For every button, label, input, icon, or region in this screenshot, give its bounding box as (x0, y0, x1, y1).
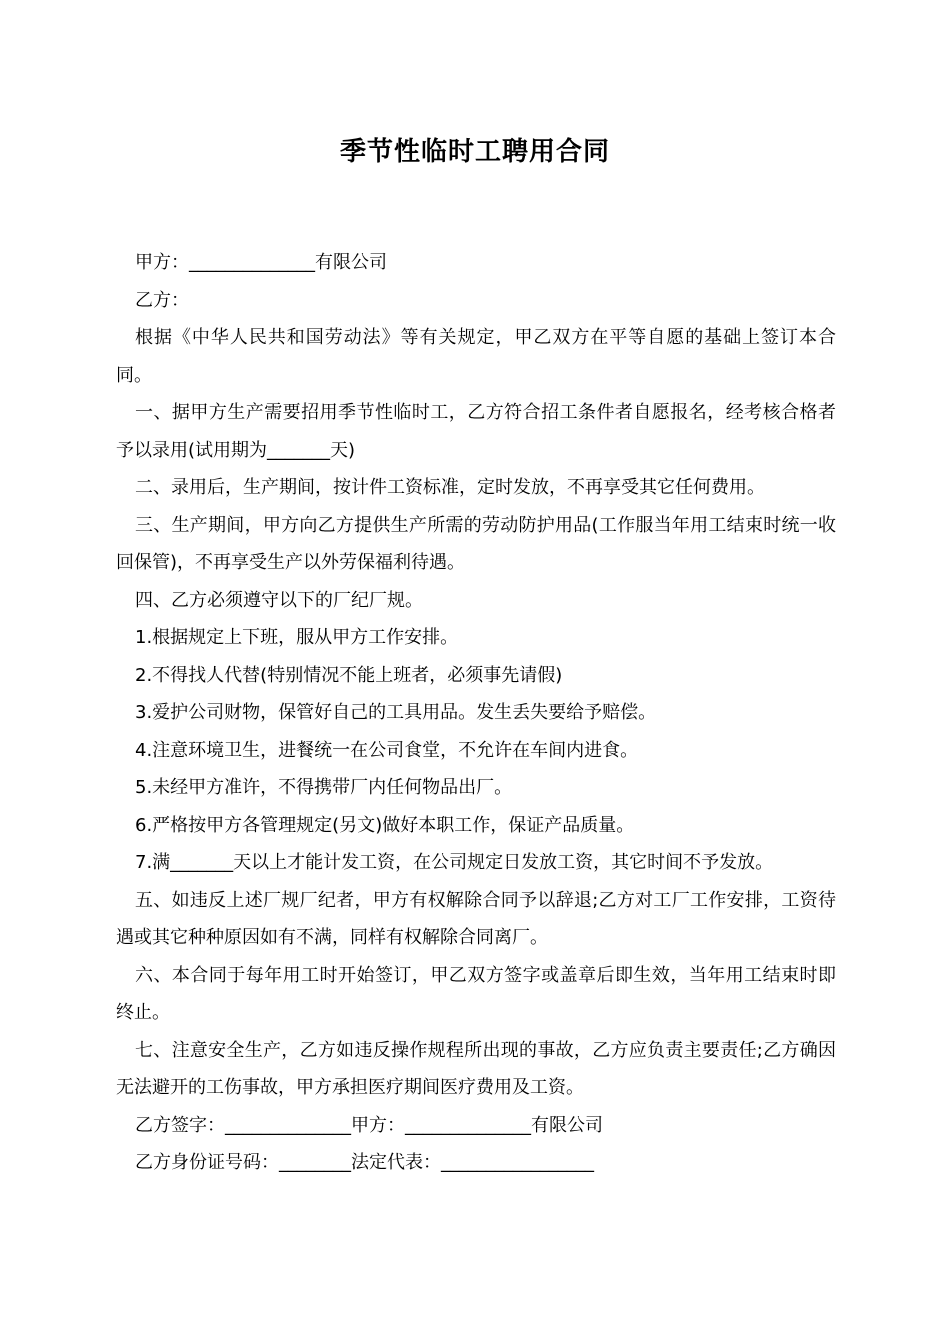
document-body (116, 244, 836, 1182)
clause-7: 七、注意安全生产，乙方如违反操作规程所出现的事故，乙方应负责主要责任;乙方确因无法避开的工伤事故，甲方承担医疗期间医疗费用及工资。 (116, 1039, 836, 1098)
party-b-line: 乙方： (135, 289, 189, 311)
clause-2: 二、录用后，生产期间，按计件工资标准，定时发放，不再享受其它任何费用。 (135, 477, 765, 498)
clause-3: 三、生产期间，甲方向乙方提供生产所需的劳动防护用品(工作服当年用工结束时统一收回保管)，不再享受生产以外劳保福利待遇。 (116, 514, 836, 573)
id-representative-line: 乙方身份证号码：________法定代表：_________________ (135, 1152, 594, 1173)
clause-5: 五、如违反上述厂规厂纪者，甲方有权解除合同予以辞退;乙方对工厂工作安排，工资待遇或其它种种原因如有不满，同样有权解除合同离厂。 (116, 889, 836, 948)
clause-6: 六、本合同于每年用工时开始签订，甲乙双方签字或盖章后即生效，当年用工结束时即终止。 (116, 964, 836, 1023)
rule-6: 6.严格按甲方各管理规定(另文)做好本职工作，保证产品质量。 (135, 814, 635, 836)
rule-7: 7.满_______天以上才能计发工资，在公司规定日发放工资，其它时间不予发放。 (135, 852, 774, 873)
rule-1: 1.根据规定上下班，服从甲方工作安排。 (135, 627, 459, 648)
rule-2: 2.不得找人代替(特别情况不能上班者，必须事先请假) (135, 664, 563, 686)
document-title: 季节性临时工聘用合同 (339, 137, 610, 167)
rule-5: 5.未经甲方准许，不得携带厂内任何物品出厂。 (135, 777, 513, 798)
signature-line: 乙方签字：______________甲方：______________有限公司 (135, 1114, 603, 1136)
rule-4: 4.注意环境卫生，进餐统一在公司食堂，不允许在车间内进食。 (135, 739, 639, 761)
clause-1: 一、据甲方生产需要招用季节性临时工，乙方符合招工条件者自愿报名，经考核合格者予以录用(试用期为_______天) (116, 402, 836, 461)
rule-3: 3.爱护公司财物，保管好自己的工具用品。发生丢失要给予赔偿。 (135, 702, 657, 723)
preamble-paragraph: 根据《中华人民共和国劳动法》等有关规定，甲乙双方在平等自愿的基础上签订本合同。 (116, 327, 836, 386)
party-a-line: 甲方：______________有限公司 (135, 252, 387, 273)
clause-4: 四、乙方必须遵守以下的厂纪厂规。 (135, 589, 423, 611)
